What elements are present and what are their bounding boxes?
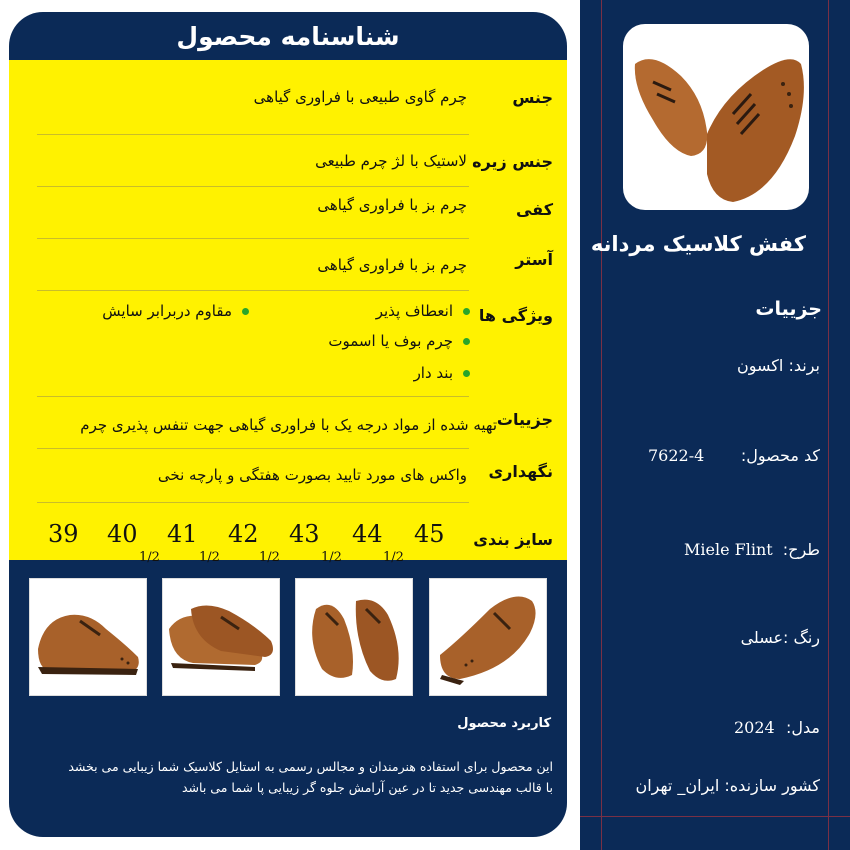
label-features: ویژگی ها: [478, 306, 553, 325]
size-44[interactable]: 44: [352, 520, 383, 548]
usage-text-line-1: این محصول برای استفاده هنرمندان و مجالس رسمی به استایل کلاسیک شما زیبایی می بخشد: [68, 759, 553, 774]
shoe-pair-image: [623, 24, 809, 210]
feature-item: [414, 364, 470, 382]
code-label: کد محصول:: [740, 446, 820, 465]
country-field: [635, 776, 820, 795]
size-fraction: 1/2: [383, 550, 404, 565]
size-fraction: 1/2: [321, 550, 342, 565]
label-care: نگهداری: [488, 462, 553, 481]
brand-value: اکسون: [737, 356, 784, 375]
feature-item: [328, 332, 470, 350]
feature-text: مقاوم دربرابر سایش: [102, 302, 232, 320]
model-value: 2024: [734, 718, 775, 737]
size-43[interactable]: 43: [289, 520, 320, 548]
shoe-angle-image: [430, 579, 546, 695]
size-40[interactable]: 40: [107, 520, 138, 548]
spec-table: [9, 60, 567, 565]
feature-item: [376, 302, 470, 320]
label-insole: کفی: [515, 200, 553, 219]
usage-title: کاربرد محصول: [457, 716, 551, 731]
size-42[interactable]: 42: [228, 520, 259, 548]
thumbnail-1[interactable]: [29, 578, 147, 696]
size-fraction: 1/2: [199, 550, 220, 565]
thumbnail-4[interactable]: [429, 578, 547, 696]
divider: [37, 290, 469, 291]
feature-text: چرم بوف یا اسموت: [328, 332, 453, 350]
label-sole: جنس زیره: [472, 152, 553, 171]
divider: [37, 502, 469, 503]
brand-label: برند:: [788, 356, 820, 375]
bullet-icon: [242, 308, 249, 315]
divider: [37, 448, 469, 449]
color-field: [741, 628, 820, 647]
bullet-icon: [463, 308, 470, 315]
value-lining: چرم بز با فراوری گیاهی: [317, 256, 467, 274]
divider: [37, 238, 469, 239]
bullet-icon: [463, 338, 470, 345]
shoe-side-image: [30, 579, 146, 695]
value-sole: لاستیک با لژ چرم طبیعی: [315, 152, 467, 170]
brand-field: [737, 356, 820, 375]
label-sizes: سایز بندی: [473, 530, 553, 549]
bullet-icon: [463, 370, 470, 377]
sidebar-rule: [828, 0, 829, 850]
size-45[interactable]: 45: [414, 520, 445, 548]
sidebar-rule: [601, 0, 602, 850]
value-material: چرم گاوی طبیعی با فراوری گیاهی: [253, 88, 467, 106]
feature-item: [102, 302, 249, 320]
label-details: جزییات: [496, 410, 553, 429]
divider: [37, 186, 469, 187]
label-lining: آستر: [515, 250, 553, 269]
usage-text-line-2: با قالب مهندسی جدید تا در عین آرامش جلوه گر زیبایی پا شما می باشد: [182, 780, 553, 795]
feature-text: انعطاف پذیر: [375, 302, 453, 320]
shoe-pair-trees-image: [163, 579, 279, 695]
thumbnail-2[interactable]: [162, 578, 280, 696]
spec-card: [9, 12, 567, 837]
value-details: تهیه شده از مواد درجه یک با فراوری گیاهی جهت تنفس پذیری چرم: [80, 416, 497, 434]
size-39[interactable]: 39: [48, 520, 79, 548]
feature-text: بند دار: [413, 364, 453, 382]
country-label: کشور سازنده:: [724, 776, 820, 795]
product-hero-image[interactable]: [623, 24, 809, 210]
shoe-front-image: [296, 579, 412, 695]
label-material: جنس: [512, 88, 553, 107]
code-value: 7622-4: [648, 446, 705, 465]
model-label: مدل:: [786, 718, 820, 737]
design-label: طرح:: [782, 540, 820, 559]
country-value: ایران_ تهران: [635, 776, 720, 795]
color-value: عسلی: [740, 628, 784, 647]
size-fraction: 1/2: [259, 550, 280, 565]
color-label: رنگ :: [783, 628, 820, 647]
value-care: واکس های مورد تایید بصورت هفتگی و پارچه نخی: [157, 466, 467, 484]
sidebar-rule: [580, 816, 850, 817]
divider: [37, 396, 469, 397]
design-value: Miele Flint: [684, 540, 773, 559]
card-title: شناسنامه محصول: [176, 22, 400, 51]
thumbnail-3[interactable]: [295, 578, 413, 696]
size-fraction: 1/2: [139, 550, 160, 565]
size-41[interactable]: 41: [167, 520, 198, 548]
value-insole: چرم بز با فراوری گیاهی: [317, 196, 467, 214]
product-name: کفش کلاسیک مردانه: [590, 232, 806, 256]
divider: [37, 134, 469, 135]
details-heading: جزییات: [755, 298, 822, 320]
